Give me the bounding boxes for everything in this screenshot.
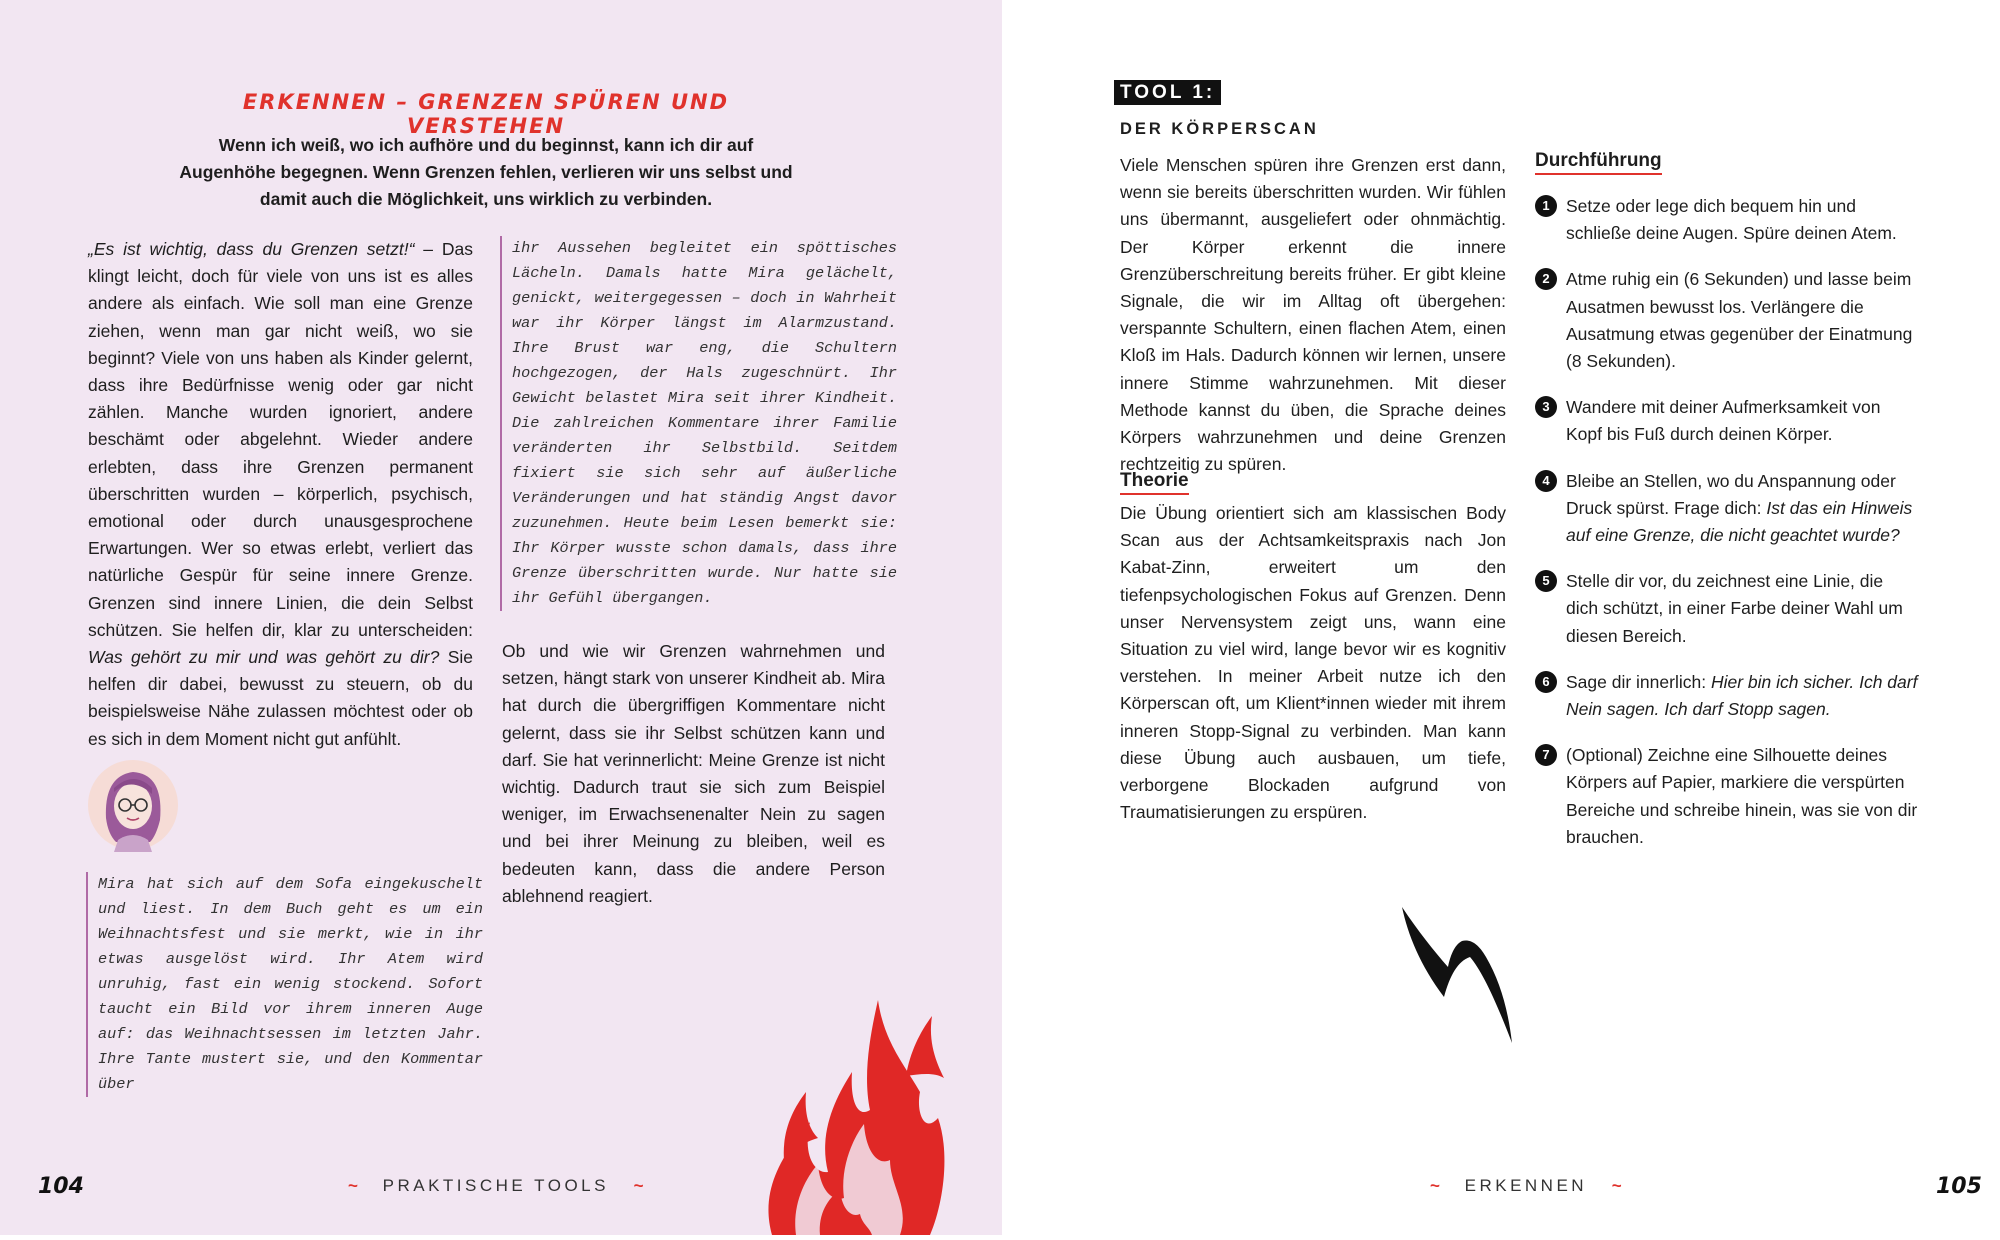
step-item — [1535, 669, 1920, 723]
tool-intro: Viele Menschen spüren ihre Grenzen erst dann, wenn sie bereits überschritten wurden. Wir fühlen uns übermannt, ausgeliefert oder ohnmächtig. Der Körper erkennt die innere Grenzüberschreitung bereits früher. Er gibt kleine Signale, die wir im Alltag oft übergehen: verspannte Schultern, einen flachen Atem, einen Kloß im Hals. Dadurch können wir lernen, unsere innere Stimme wahrzunehmen. Mit dieser Methode kannst du üben, die Sprache deines Körpers wahrzunehmen und deine Grenzen rechtzeitig zu spüren. — [1120, 155, 1506, 475]
step-list — [1535, 193, 1920, 851]
page-number-left: 104 — [38, 1174, 84, 1199]
running-footer-left: ~ PRAKTISCHE TOOLS ~ — [348, 1176, 644, 1195]
lead-paragraph: Wenn ich weiß, wo ich aufhöre und du beginnst, kann ich dir auf Augenhöhe begegnen. Wenn Grenzen fehlen, verlieren wir uns selbst und damit auch die Möglichkeit, uns wirklich zu verbinden. — [179, 135, 793, 209]
tool-badge: TOOL 1: — [1114, 80, 1221, 105]
procedure-section — [1535, 150, 1920, 870]
left-column-text — [88, 236, 473, 753]
left-page — [0, 0, 1002, 1235]
step-item — [1535, 468, 1920, 550]
step-item — [1535, 266, 1920, 375]
theory-text: Die Übung orientiert sich am klassischen Body Scan aus der Achtsamkeitspraxis nach Jon Kabat-Zinn, erweitert um den tiefenpsychologischen Fokus auf Grenzen. Denn unser Nervensystem zeigt uns, wann eine Situation zu viel wird, lange bevor wir es kognitiv verstehen. In meiner Arbeit nutze ich den Körperscan oft, um Klient*innen wieder mit ihrem inneren Stopp-Signal zu verbinden. Man kann diese Übung auch ausbauen, um tiefe, verborgene Blockaden aufgrund von Traumatisierungen zu erspüren. — [1120, 503, 1506, 823]
step-text: Setze oder lege dich bequem hin und schließe deine Augen. Spüre deinen Atem. — [1566, 196, 1897, 244]
theory-heading: Theorie — [1120, 470, 1189, 495]
page-number-right: 105 — [1936, 1174, 1982, 1199]
flame-icon — [760, 992, 945, 1235]
procedure-heading: Durchführung — [1535, 150, 1662, 175]
footer-label-left: PRAKTISCHE TOOLS — [382, 1176, 609, 1195]
footer-label-right: ERKENNEN — [1464, 1176, 1588, 1195]
story-excerpt-part2: ihr Aussehen begleitet ein spöttisches Lächeln. Damals hatte Mira gelächelt, genickt, weitergegessen – doch in Wahrheit war ihr Körper längst im Alarmzustand. Ihre Brust war eng, die Schultern hochgezogen, der Hals zugeschnürt. Ihr Gewicht belastet Mira seit ihrer Kindheit. Die zahlreichen Kommentare ihrer Familie veränderten ihr Selbstbild. Seitdem fixiert sie sich sehr auf äußerliche Veränderungen und hat ständig Angst davor zuzunehmen. Heute beim Lesen bemerkt sie: Ihr Körper wusste schon damals, dass ihre Grenze überschritten wurde. Nur hatte sie ihr Gefühl übergangen. — [500, 236, 897, 611]
step-number: 1 — [1535, 195, 1557, 217]
running-footer-right: ~ ERKENNEN ~ — [1430, 1176, 1622, 1195]
step-item — [1535, 394, 1920, 448]
theory-section — [1120, 470, 1506, 826]
step-text: Bleibe an Stellen, wo du Anspannung oder Druck spürst. Frage dich: Ist das ein Hinweis auf eine Grenze, die nicht geachtet wurde? — [1566, 470, 1913, 546]
step-number: 7 — [1535, 744, 1557, 766]
intro-paragraph-end: Sie helfen dir dabei, bewusst zu steuern, ob du beispielsweise Nähe zulassen möchtest oder ob es sich in dem Moment nicht gut anfühlt. — [88, 647, 473, 749]
step-number: 5 — [1535, 570, 1557, 592]
step-number: 4 — [1535, 470, 1557, 492]
chapter-heading: ERKENNEN – GRENZEN SPÜREN UND VERSTEHEN — [242, 90, 730, 138]
step-text: (Optional) Zeichne eine Silhouette deines Körpers auf Papier, markiere die verspürten Bereiche und schreibe hinein, was sie von dir brauchen. — [1566, 745, 1918, 847]
step-item — [1535, 742, 1920, 851]
step-item — [1535, 193, 1920, 247]
step-text: Wandere mit deiner Aufmerksamkeit von Kopf bis Fuß durch deinen Körper. — [1566, 397, 1881, 445]
intro-quote: „Es ist wichtig, dass du Grenzen setzt!“ — [88, 239, 415, 259]
step-text: Stelle dir vor, du zeichnest eine Linie, die dich schützt, in einer Farbe deiner Wahl um diesen Bereich. — [1566, 571, 1903, 646]
step-number: 3 — [1535, 396, 1557, 418]
reflection-paragraph: Ob und wie wir Grenzen wahrnehmen und setzen, hängt stark von unserer Kindheit ab. Mira hat durch die übergriffigen Kommentare nicht gelernt, dass sie ihr Selbst schützen kann und darf. Sie hat verinnerlicht: Meine Grenze ist nicht wichtig. Dadurch traut sie sich zum Beispiel weniger, im Erwachsenenalter Nein zu sagen und bei ihrer Meinung zu bleiben, weil es bedeuten kann, dass die andere Person ablehnend reagiert. — [502, 641, 885, 906]
story-excerpt-part1: Mira hat sich auf dem Sofa eingekuschelt und liest. In dem Buch geht es um ein Weihnachtsfest und sie merkt, wie in ihr etwas ausgelöst wird. Ihr Atem wird unruhig, fast ein wenig stockend. Sofort taucht ein Bild vor ihrem inneren Auge auf: das Weihnachtsessen im letzten Jahr. Ihre Tante mustert sie, und den Kommentar über — [86, 872, 483, 1097]
tool-subtitle: DER KÖRPERSCAN — [1120, 120, 1319, 138]
step-item — [1535, 568, 1920, 650]
lightning-bolt-icon — [1400, 905, 1515, 1045]
step-number: 2 — [1535, 268, 1557, 290]
avatar-illustration — [86, 758, 180, 852]
step-number: 6 — [1535, 671, 1557, 693]
key-question: Was gehört zu mir und was gehört zu dir? — [88, 647, 440, 668]
step-text: Atme ruhig ein (6 Sekunden) und lasse beim Ausatmen bewusst los. Verlängere die Ausatmung etwas gegenüber der Einatmung (8 Sekunden). — [1566, 269, 1913, 372]
intro-paragraph: – Das klingt leicht, doch für viele von uns ist es alles andere als einfach. Wie soll man eine Grenze ziehen, wenn man gar nicht weiß, wo sie beginnt? Viele von uns haben als Kinder gelernt, dass ihre Bedürfnisse wenig oder gar nicht zählen. Manche wurden ignoriert, andere beschämt oder abgelehnt. Wieder andere erlebten, dass ihre Grenzen permanent überschritten wurden – körperlich, psychisch, emotional oder durch unausgesprochene Erwartungen. Wer so etwas erlebt, verliert das natürliche Gespür für seine innere Grenze. Grenzen sind innere Linien, die dein Selbst schützen. Sie helfen dir, klar zu unterscheiden: — [88, 239, 473, 640]
step-text: Sage dir innerlich: Hier bin ich sicher. Ich darf Nein sagen. Ich darf Stopp sagen. — [1566, 671, 1918, 720]
